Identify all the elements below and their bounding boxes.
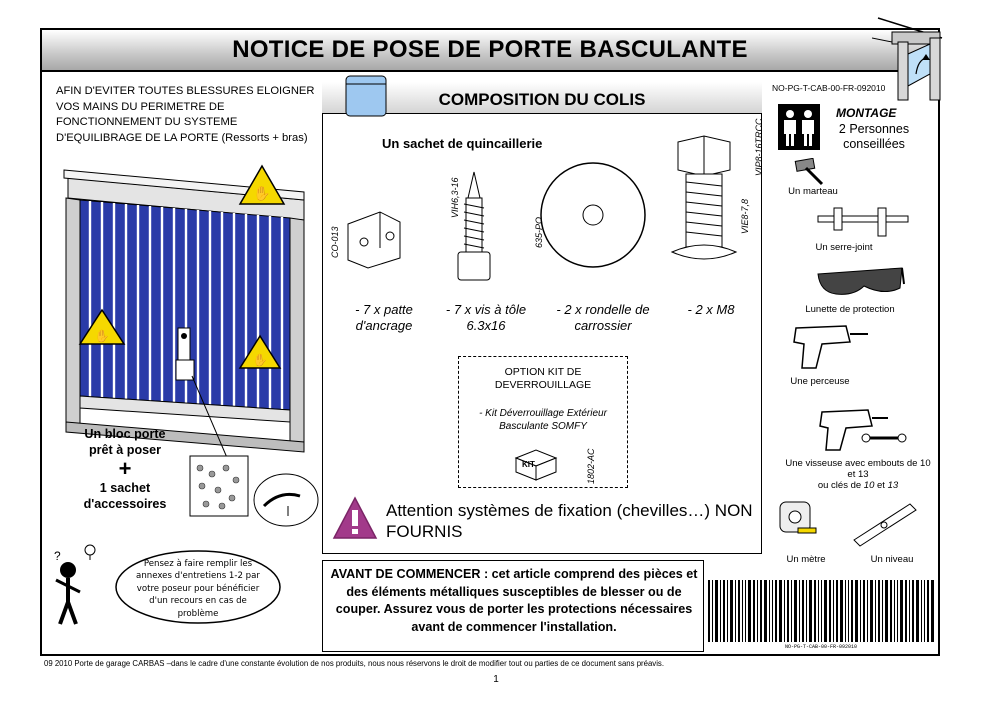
svg-text:✋: ✋ — [253, 185, 271, 201]
item-code-bolt2: VIP8-16TRCC — [754, 118, 764, 176]
kit-box-icon — [510, 446, 562, 482]
door-package-caption: Un bloc porte prêt à poser + 1 sachet d'accessoires — [83, 427, 167, 511]
reminder-text: Pensez à faire remplir les annexes d'entretiens 1-2 par votre poseur pour bénéficier d'un recours en cas de problème — [136, 559, 260, 619]
tool-drill: Une perceuse — [790, 376, 850, 387]
tool-clamp: Un serre-joint — [815, 242, 873, 253]
thinking-person-icon — [44, 540, 120, 626]
persons-recommended: 2 Personnes conseillées — [838, 122, 910, 151]
barcode — [706, 580, 936, 646]
kit-label: KIT — [522, 460, 535, 469]
page-title: NOTICE DE POSE DE PORTE BASCULANTE — [232, 36, 748, 63]
spirit-level-icon — [850, 496, 920, 548]
safety-glasses-icon — [814, 262, 906, 302]
montage-label: MONTAGE — [836, 106, 897, 120]
two-persons-icon — [778, 104, 820, 150]
washer-icon — [538, 160, 648, 270]
bolt-m8-icon — [664, 130, 744, 280]
before-starting-text: AVANT DE COMMENCER : cet article comprend des pièces et des éléments métalliques susceptibles de blesser ou de couper. Assurez vous de porter les protections nécessaires avant de commencer l'installation. — [330, 567, 698, 634]
sachet-title: Un sachet de quincaillerie — [382, 136, 543, 151]
option-kit-title: OPTION KIT DE DEVERROUILLAGE — [494, 366, 592, 391]
document-reference: NO-PG-T-CAB-00-FR-092010 — [772, 83, 886, 93]
item-caption-screw: - 7 x vis à tôle 6.3x16 — [445, 302, 527, 333]
item-caption-bolt: - 2 x M8 — [687, 302, 735, 317]
tool-glasses: Lunette de protection — [805, 304, 895, 315]
item-caption-washer: - 2 x rondelle de carrossier — [556, 302, 650, 333]
accessory-bag-illustration — [184, 446, 324, 530]
composition-title: COMPOSITION DU COLIS — [438, 90, 646, 109]
tape-measure-icon — [778, 498, 818, 542]
option-kit-code: 1802-AC — [586, 448, 596, 484]
anchor-bracket-icon — [340, 202, 410, 270]
item-code-bracket: CO-013 — [330, 226, 340, 258]
item-caption-bracket: - 7 x patte d'ancrage — [355, 302, 413, 333]
item-code-washer: 635-PO — [534, 216, 544, 248]
attention-text: Attention systèmes de fixation (chevilles…) NON FOURNIS — [386, 501, 753, 541]
tool-screwdriver: Une visseuse avec embouts de 10 et 13 ou clés de 10 et 13 — [785, 458, 931, 491]
door-illustration — [58, 160, 320, 460]
tool-hammer: Un marteau — [788, 186, 838, 197]
svg-text:✋: ✋ — [252, 353, 268, 367]
hardware-bag-icon — [340, 70, 392, 122]
item-code-bolt: VIE8-7,8 — [740, 198, 750, 234]
page-number: 1 — [493, 674, 499, 685]
tool-level: Un niveau — [870, 554, 914, 565]
hammer-icon — [794, 158, 828, 186]
barcode-text: NO-PG-T-CAB-00-FR-092010 — [784, 644, 857, 650]
svg-text:✋: ✋ — [94, 329, 110, 343]
clamp-icon — [816, 206, 912, 238]
item-code-screw: VIH6,3-16 — [450, 177, 460, 218]
option-kit-description: - Kit Déverrouillage Extérieur Basculante SOMFY — [479, 408, 607, 432]
safety-warning-text: AFIN D'EVITER TOUTES BLESSURES ELOIGNER VOS MAINS DU PERIMETRE DE FONCTIONNEMENT DU SYSTEME D'EQUILIBRAGE DE LA PORTE (Ressorts + bras) — [56, 85, 315, 144]
screwdriver-drill-icon — [812, 404, 908, 452]
svg-text:?: ? — [54, 549, 61, 563]
drill-icon — [786, 320, 870, 372]
footer-note: 09 2010 Porte de garage CARBAS –dans le cadre d'une constante évolution de nos produits, nous nous réservons le droit de modifier tout ou parties de ce document sans préavis. — [44, 659, 664, 668]
attention-warning-icon — [332, 494, 378, 542]
tool-tape-measure: Un mètre — [786, 554, 826, 565]
